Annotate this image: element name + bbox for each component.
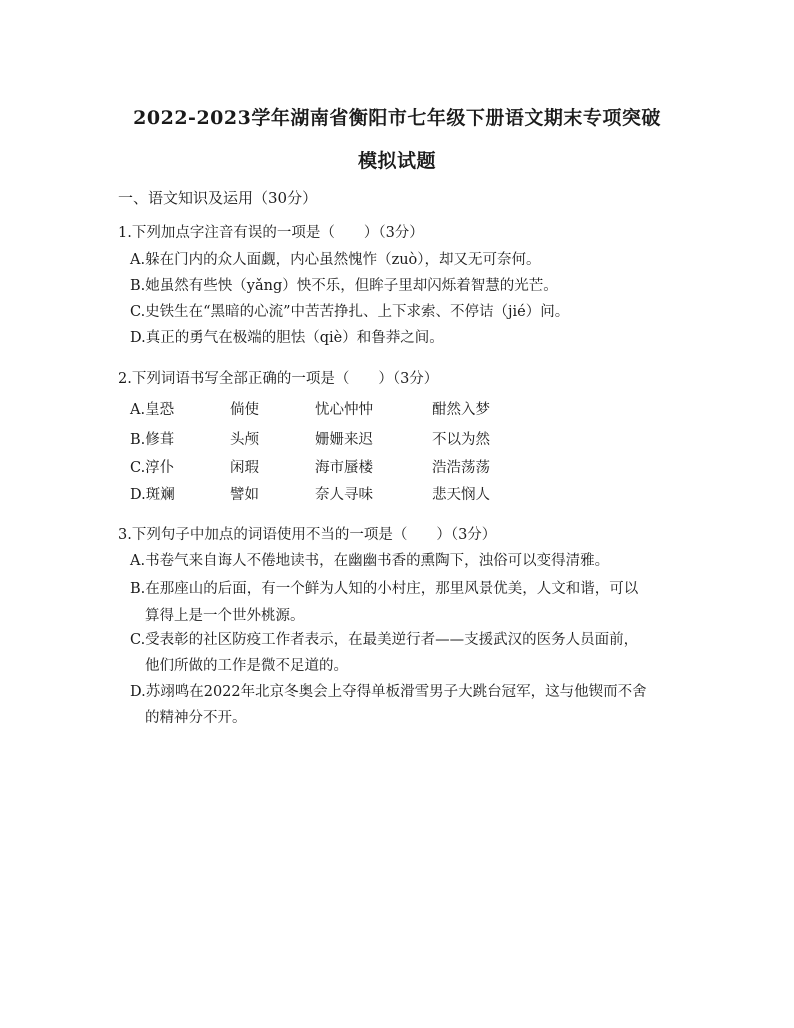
question-1-option-a: A.躲在门内的众人面觑，内心虽然愧怍（zuò），却又无可奈何。 bbox=[130, 252, 541, 268]
question-3-option-b-cont: 算得上是一个世外桃源。 bbox=[145, 608, 305, 624]
exam-subtitle: 模拟试题 bbox=[357, 150, 436, 172]
word-cell: B.修葺 bbox=[130, 432, 175, 448]
word-cell: 倘使 bbox=[230, 402, 259, 418]
word-cell: 头颅 bbox=[230, 432, 259, 448]
question-3-option-b: B.在那座山的后面，有一个鲜为人知的小村庄，那里风景优美，人文和谐，可以 bbox=[130, 581, 639, 597]
word-cell: 不以为然 bbox=[432, 432, 490, 448]
word-cell: 姗姗来迟 bbox=[315, 432, 373, 448]
word-cell: D.斑斓 bbox=[130, 487, 175, 503]
word-cell: 海市蜃楼 bbox=[315, 460, 373, 476]
question-3-stem: 3.下列句子中加点的词语使用不当的一项是（ ）（3分） bbox=[118, 527, 497, 543]
question-3-option-c-cont: 他们所做的工作是微不足道的。 bbox=[145, 658, 348, 674]
question-3-option-d: D.苏翊鸣在2022年北京冬奥会上夺得单板滑雪男子大跳台冠军，这与他锲而不舍 bbox=[130, 684, 647, 700]
word-cell: A.皇恐 bbox=[130, 402, 175, 418]
word-cell: 奈人寻味 bbox=[315, 487, 373, 503]
question-2-stem: 2.下列词语书写全部正确的一项是（ ）（3分） bbox=[118, 371, 439, 387]
question-1-option-b: B.她虽然有些怏（yǎng）怏不乐，但眸子里却闪烁着智慧的光芒。 bbox=[130, 278, 558, 294]
question-1-option-c: C.史铁生在“黑暗的心流”中苦苦挣扎、上下求索、不停诘（jié）问。 bbox=[130, 304, 570, 320]
word-cell: C.淳仆 bbox=[130, 460, 175, 476]
word-cell: 譬如 bbox=[230, 487, 259, 503]
question-1-option-d: D.真正的勇气在极端的胆怯（qiè）和鲁莽之间。 bbox=[130, 330, 444, 346]
question-3-option-d-cont: 的精神分不开。 bbox=[145, 710, 247, 726]
word-cell: 酣然入梦 bbox=[432, 402, 490, 418]
question-3-option-a: A.书卷气来自诲人不倦地读书，在幽幽书香的熏陶下，浊俗可以变得清雅。 bbox=[130, 553, 610, 569]
word-cell: 悲天悯人 bbox=[432, 487, 490, 503]
exam-title: 2022-2023学年湖南省衡阳市七年级下册语文期末专项突破 bbox=[133, 107, 661, 129]
word-cell: 浩浩荡荡 bbox=[432, 460, 490, 476]
question-3-option-c: C.受表彰的社区防疫工作者表示，在最美逆行者——支援武汉的医务人员面前， bbox=[130, 632, 639, 648]
question-1-stem: 1.下列加点字注音有误的一项是（ ）（3分） bbox=[118, 225, 424, 241]
word-cell: 忧心忡忡 bbox=[315, 402, 373, 418]
word-cell: 闲瑕 bbox=[230, 460, 259, 476]
section-heading: 一、语文知识及运用（30分） bbox=[118, 189, 318, 207]
